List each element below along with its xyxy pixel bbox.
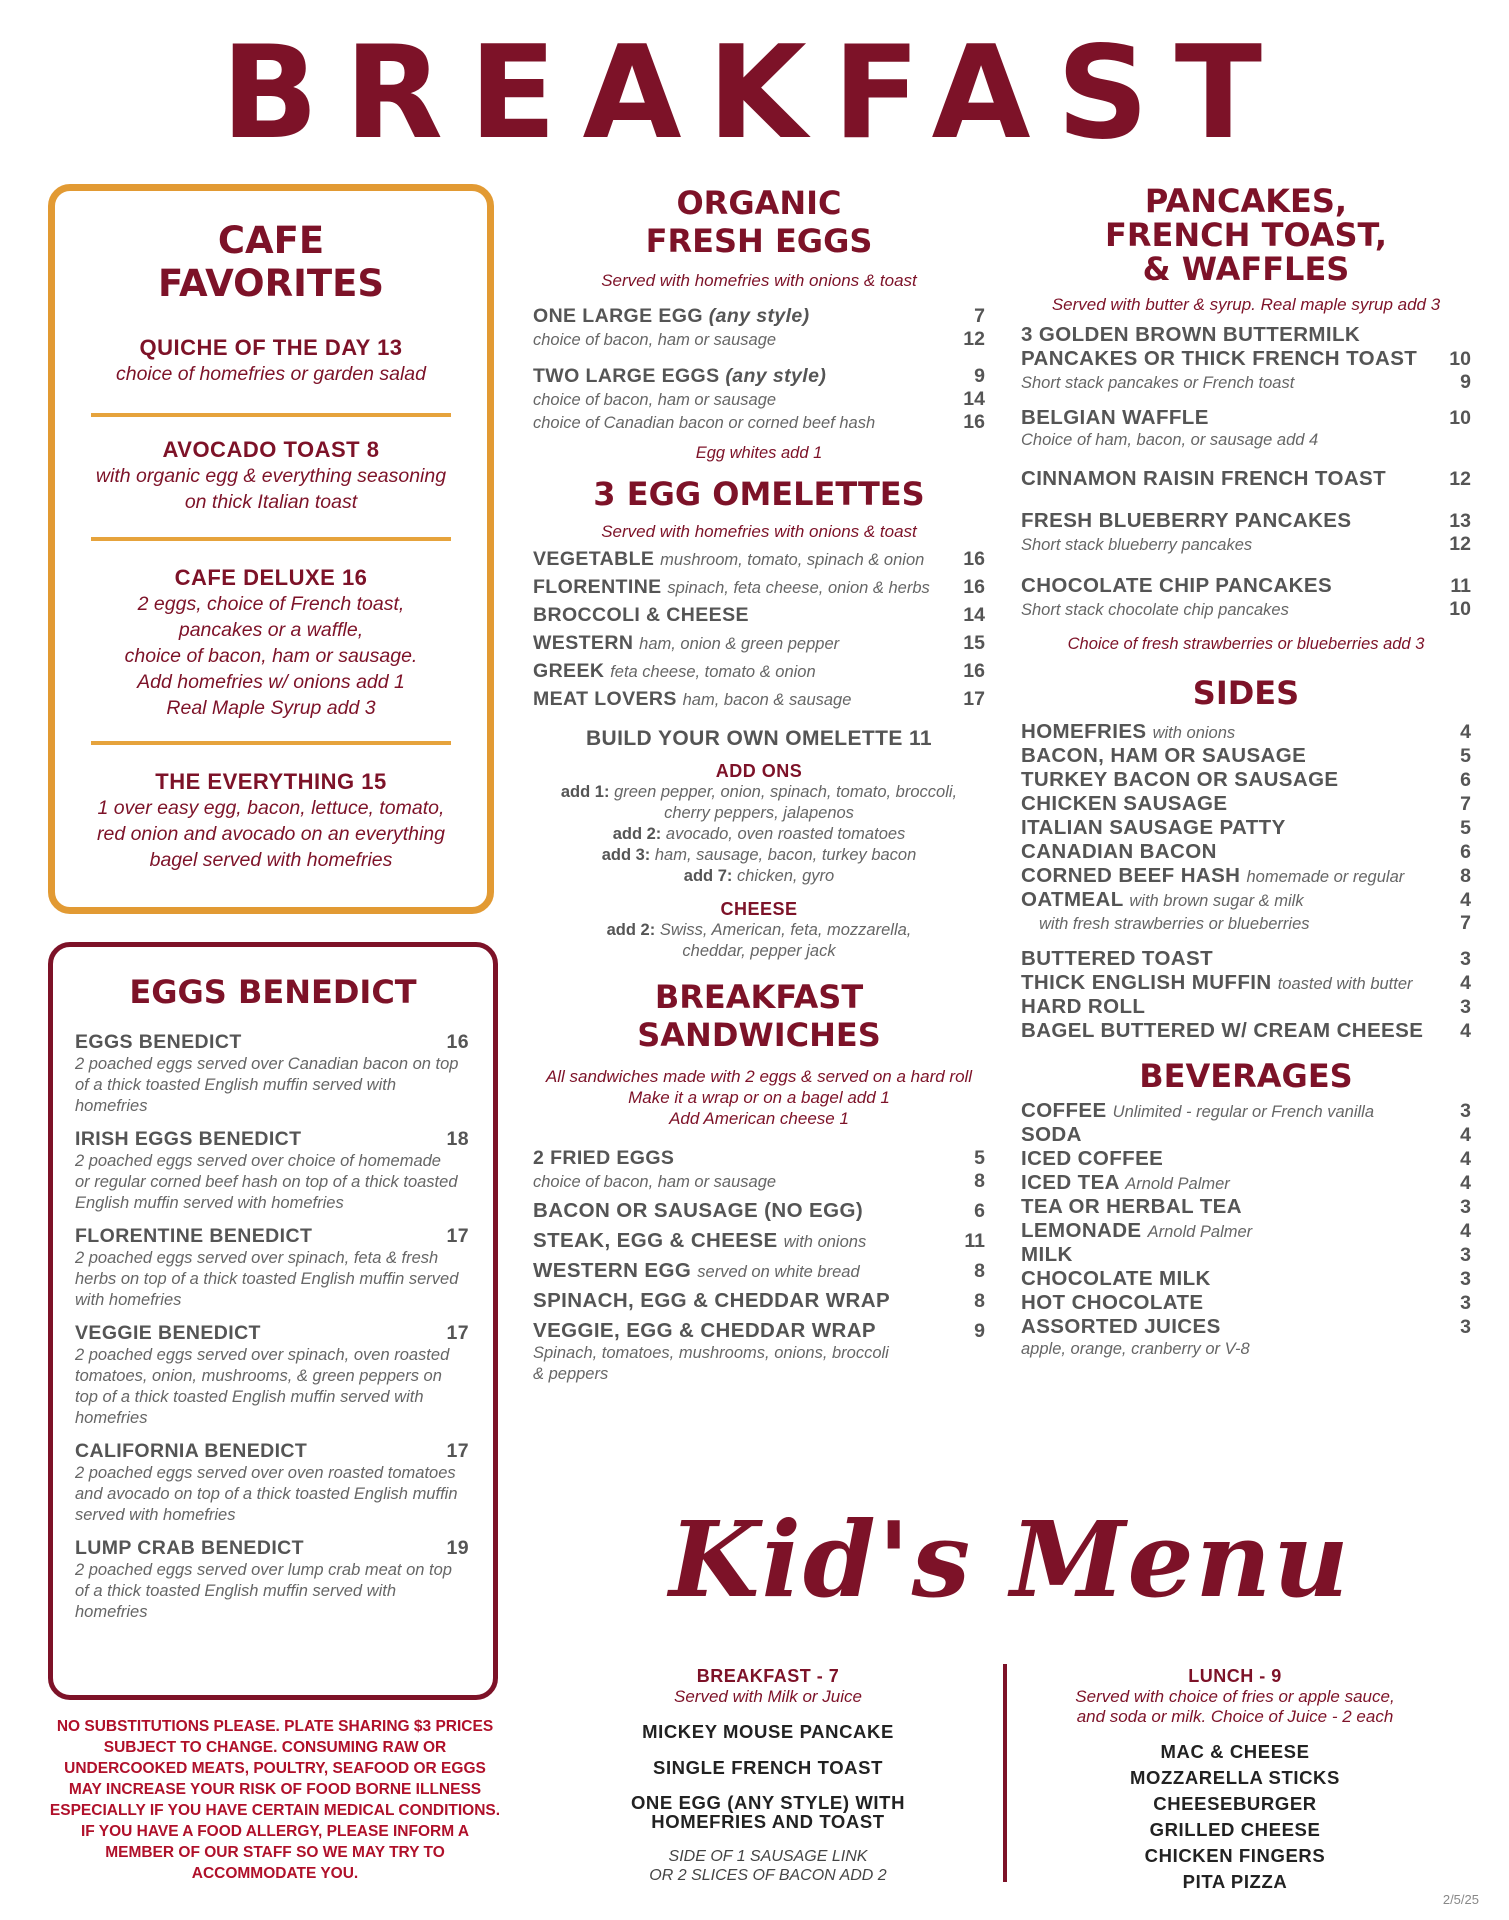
list-item: HOMEFRIES with onions 4 [1021,720,1471,743]
list-item: MEAT LOVERS ham, bacon & sausage 17 [533,688,985,710]
list-item: CHOCOLATE MILK 3 [1021,1267,1471,1290]
cafe-item: AVOCADO TOAST 8 with organic egg & everything seasoning on thick Italian toast [95,437,447,513]
list-item: IRISH EGGS BENEDICT 18 2 poached eggs served over choice of homemade or regular corned beef hash on top of a thick toasted English muffin served with homefries [75,1128,469,1212]
list-item: ICED COFFEE 4 [1021,1147,1471,1170]
list-item: CORNED BEEF HASH homemade or regular 8 [1021,864,1471,887]
list-item: STEAK, EGG & CHEESE with onions 11 [533,1229,985,1252]
cafe-item: CAFE DELUXE 16 2 eggs, choice of French toast, pancakes or a waffle, choice of bacon, ham or sausage. Add homefries w/ onions add 1 Real Maple Syrup add 3 [124,565,418,719]
list-item: HOT CHOCOLATE 3 [1021,1291,1471,1314]
list-item: MICKEY MOUSE PANCAKE [642,1721,894,1742]
list-item: VEGGIE, EGG & CHEDDAR WRAP 9 Spinach, tomatoes, mushrooms, onions, broccoli & peppers [533,1319,985,1383]
middle-column: ORGANIC FRESH EGGS Served with homefries with onions & toast ONE LARGE EGG (any style) 7 choice of bacon, ham or sausage 12 TWO LARGE EGGS (any style) 9 choice of bacon, ham or sausage 14 choice of Canadian bacon or corned beef hash 16 Egg whites add 1 3 EGG OMELETTES Served with homefries with onions & toast VEGETABLE mushroom, tomato, spinach & onion 16 FLORENTINE spinach, feta cheese, onion & herbs 16 BROCCOLI & CHEESE 14 WESTERN ham, onion & green pepper 15 GREEK feta cheese, tomato & onion 16 MEAT LOVERS ham, bacon & sausage 17 BUILD YOUR OWN OMELETTE 11 ADD ONS add 1: green pepper, onion, spinach, tomato, broccoli, cherry peppers, jalapenos add 2: avocado, oven roasted tomatoes add 3: ham, sausage, bacon, turkey bacon add 7: chicken, gyro CHEESE add 2: Swiss, American, feta, mozzarella, cheddar, pepper jack BREAKFAST SANDWICHES All sandwiches made with 2 eggs & served on a hard roll Make it a wrap or on a bagel add 1 Add American cheese 1 2 FRIED EGGS 5 choice of bacon, ham or sausage 8 BACON OR SAUSAGE (NO EGG) 6 STEAK, EGG & CHEESE with onions 11 WESTERN EGG served on white bread 8 SPINACH, EGG & CHEDDAR WRAP 8 VEGGIE, EGG & CHEDDAR WRAP 9 Spinach, tomatoes, mushrooms, onions, broccoli & peppers [533,184,985,1383]
date-stamp: 2/5/25 [1442,1892,1479,1907]
list-item: SINGLE FRENCH TOAST [653,1757,883,1778]
disclaimer: NO SUBSTITUTIONS PLEASE. PLATE SHARING $3 PRICES SUBJECT TO CHANGE. CONSUMING RAW OR UNDERCOOKED MEATS, POULTRY, SEAFOOD OR EGGS MAY INCREASE YOUR RISK OF FOOD BORNE ILLNESS ESPECIALLY IF YOU HAVE CERTAIN MEDICAL CONDITIONS. IF YOU HAVE A FOOD ALLERGY, PLEASE INFORM A MEMBER OF OUR STAFF SO WE MAY TRY TO ACCOMMODATE YOU. [49,1718,501,1882]
list-item: BAGEL BUTTERED W/ CREAM CHEESE 4 [1021,1019,1471,1042]
list-item: CALIFORNIA BENEDICT 17 2 poached eggs served over oven roasted tomatoes and avocado on top of a thick toasted English muffin served with homefries [75,1440,469,1524]
list-item: FLORENTINE BENEDICT 17 2 poached eggs served over spinach, feta & fresh herbs on top of a thick toasted English muffin served with homefries [75,1225,469,1309]
list-item: WESTERN ham, onion & green pepper 15 [533,632,985,654]
list-item: WESTERN EGG served on white bread 8 [533,1259,985,1282]
pancakes-title: PANCAKES, FRENCH TOAST, & WAFFLES [1105,182,1387,288]
list-item: LEMONADE Arnold Palmer 4 [1021,1219,1471,1242]
divider [91,413,451,417]
list-item: BACON, HAM OR SAUSAGE 5 [1021,744,1471,767]
list-item: MILK 3 [1021,1243,1471,1266]
list-item: TEA OR HERBAL TEA 3 [1021,1195,1471,1218]
list-item: VEGETABLE mushroom, tomato, spinach & onion 16 [533,548,985,570]
list-item: BELGIAN WAFFLE 10 Choice of ham, bacon, or sausage add 4 [1021,406,1471,449]
build-own-omelette: BUILD YOUR OWN OMELETTE 11 [585,727,933,750]
list-item: LUMP CRAB BENEDICT 19 2 poached eggs served over lump crab meat on top of a thick toasted English muffin served with homefries [75,1537,469,1621]
list-item: CINNAMON RAISIN FRENCH TOAST 12 [1021,467,1471,490]
list-item: OATMEAL with brown sugar & milk 4 [1021,888,1471,911]
list-item: GREEK feta cheese, tomato & onion 16 [533,660,985,682]
sandwiches-title: BREAKFAST SANDWICHES [637,978,881,1054]
omelettes-title: 3 EGG OMELETTES [593,475,925,513]
divider [91,537,451,541]
list-item: CANADIAN BACON 6 [1021,840,1471,863]
beverages-list: COFFEE Unlimited - regular or French vanilla 3 SODA 4 ICED COFFEE 4 ICED TEA Arnold Palmer 4 TEA OR HERBAL TEA 3 LEMONADE Arnold Palmer 4 MILK 3 CHOCOLATE MILK 3 HOT CHOCOLATE 3 ASSORTED JUICES 3 apple, orange, cranberry or V-8 [1021,1099,1471,1358]
list-item: ONE EGG (ANY STYLE) WITH HOMEFRIES AND TOAST [630,1792,906,1832]
list-item: SODA 4 [1021,1123,1471,1146]
list-item: SPINACH, EGG & CHEDDAR WRAP 8 [533,1289,985,1312]
kids-breakfast: BREAKFAST - 7 Served with Milk or Juice MICKEY MOUSE PANCAKE SINGLE FRENCH TOAST ONE EGG (ANY STYLE) WITH HOMEFRIES AND TOAST SIDE OF 1 SAUSAGE LINK OR 2 SLICES OF BACON ADD 2 [618,1666,918,1885]
kids-lunch: LUNCH - 9 Served with choice of fries or apple sauce, and soda or milk. Choice of Juice - 2 each MAC & CHEESE MOZZARELLA STICKS CHEESEBURGER GRILLED CHEESE CHICKEN FINGERS PITA PIZZA [1025,1666,1445,1895]
right-column: PANCAKES, FRENCH TOAST, & WAFFLES Served with butter & syrup. Real maple syrup add 3 3 GOLDEN BROWN BUTTERMILK PANCAKES OR THICK FRENCH TOAST 10 Short stack pancakes or French toast 9 BELGIAN WAFFLE 10 Choice of ham, bacon, or sausage add 4 CINNAMON RAISIN FRENCH TOAST 12 FRESH BLUEBERRY PANCAKES 13 Short stack blueberry pancakes 12 CHOCOLATE CHIP PANCAKES 11 Short stack chocolate chip pancakes 10 Choice of fresh strawberries or blueberries add 3 SIDES HOMEFRIES with onions 4 BACON, HAM OR SAUSAGE 5 TURKEY BACON OR SAUSAGE 6 CHICKEN SAUSAGE 7 ITALIAN SAUSAGE PATTY 5 CANADIAN BACON 6 CORNED BEEF HASH homemade or regular 8 OATMEAL with brown sugar & milk 4 with fresh strawberries or blueberries 7 BUTTERED TOAST 3 THICK ENGLISH MUFFIN toasted with butter 4 HARD ROLL 3 BAGEL BUTTERED W/ CREAM CHEESE 4 BEVERAGES COFFEE Unlimited - regular or French vanilla 3 SODA 4 ICED COFFEE 4 ICED TEA Arnold Palmer 4 TEA OR HERBAL TEA 3 LEMONADE Arnold Palmer 4 MILK 3 CHOCOLATE MILK 3 HOT CHOCOLATE 3 ASSORTED JUICES 3 apple, orange, cranberry or V-8 [1021,182,1471,1358]
list-item: PITA PIZZA [1182,1871,1288,1892]
sides-title: SIDES [1192,674,1300,712]
eggs-benedict-box [48,942,498,1700]
list-item: FLORENTINE spinach, feta cheese, onion & herbs 16 [533,576,985,598]
list-item: MAC & CHEESE [1160,1741,1310,1762]
list-item: BACON OR SAUSAGE (NO EGG) 6 [533,1199,985,1222]
divider [91,741,451,745]
list-item: ONE LARGE EGG (any style) 7 choice of bacon, ham or sausage 12 [533,305,985,350]
list-item: TWO LARGE EGGS (any style) 9 choice of bacon, ham or sausage 14 choice of Canadian bacon or corned beef hash 16 [533,365,985,433]
cafe-item: THE EVERYTHING 15 1 over easy egg, bacon, lettuce, tomato, red onion and avocado on an everything bagel served with homefries [96,769,445,871]
cafe-item: QUICHE OF THE DAY 13 choice of homefries or garden salad [115,335,426,385]
omelette-list [533,548,985,711]
list-item: THICK ENGLISH MUFFIN toasted with butter 4 [1021,971,1471,994]
list-item: ASSORTED JUICES 3 [1021,1315,1471,1338]
list-item: GRILLED CHEESE [1149,1819,1321,1840]
sides-list: HOMEFRIES with onions 4 BACON, HAM OR SAUSAGE 5 TURKEY BACON OR SAUSAGE 6 CHICKEN SAUSAGE 7 ITALIAN SAUSAGE PATTY 5 CANADIAN BACON 6 CORNED BEEF HASH homemade or regular 8 OATMEAL with brown sugar & milk 4 with fresh strawberries or blueberries 7 BUTTERED TOAST 3 THICK ENGLISH MUFFIN toasted with butter 4 HARD ROLL 3 BAGEL BUTTERED W/ CREAM CHEESE 4 [1021,720,1471,1042]
list-item: ICED TEA Arnold Palmer 4 [1021,1171,1471,1194]
list-item: ITALIAN SAUSAGE PATTY 5 [1021,816,1471,839]
kids-menu-title: Kid's Menu [669,1498,1351,1621]
cafe-favorites-box [48,184,494,914]
kids-divider [1003,1664,1007,1882]
list-item: 2 FRIED EGGS 5 choice of bacon, ham or sausage 8 [533,1147,985,1192]
eggs-benedict-title: EGGS BENEDICT [129,973,417,1011]
list-item: TURKEY BACON OR SAUSAGE 6 [1021,768,1471,791]
page-title: BREAKFAST [220,19,1289,168]
list-item: CHEESEBURGER [1153,1793,1317,1814]
list-item: VEGGIE BENEDICT 17 2 poached eggs served over spinach, oven roasted tomatoes, onion, mushrooms, & green peppers on top of a thick toasted English muffin served with homefries [75,1322,469,1427]
list-item: MOZZARELLA STICKS [1130,1767,1340,1788]
organic-eggs-title: ORGANIC FRESH EGGS [645,184,873,260]
list-item: FRESH BLUEBERRY PANCAKES 13 Short stack blueberry pancakes 12 [1021,509,1471,555]
list-item: 3 GOLDEN BROWN BUTTERMILK PANCAKES OR THICK FRENCH TOAST 10 Short stack pancakes or French toast 9 [1021,323,1471,393]
list-item: CHOCOLATE CHIP PANCAKES 11 Short stack chocolate chip pancakes 10 [1021,574,1471,620]
list-item: COFFEE Unlimited - regular or French vanilla 3 [1021,1099,1471,1122]
list-item: EGGS BENEDICT 16 2 poached eggs served over Canadian bacon on top of a thick toasted English muffin served with homefries [75,1031,469,1115]
list-item: HARD ROLL 3 [1021,995,1471,1018]
cafe-favorites-title: CAFE FAVORITES [157,219,384,305]
list-item: CHICKEN SAUSAGE 7 [1021,792,1471,815]
list-item: BROCCOLI & CHEESE 14 [533,604,985,626]
list-item: CHICKEN FINGERS [1144,1845,1326,1866]
list-item: BUTTERED TOAST 3 [1021,947,1471,970]
kids-lunch-list [1025,1739,1445,1895]
beverages-title: BEVERAGES [1139,1057,1353,1095]
